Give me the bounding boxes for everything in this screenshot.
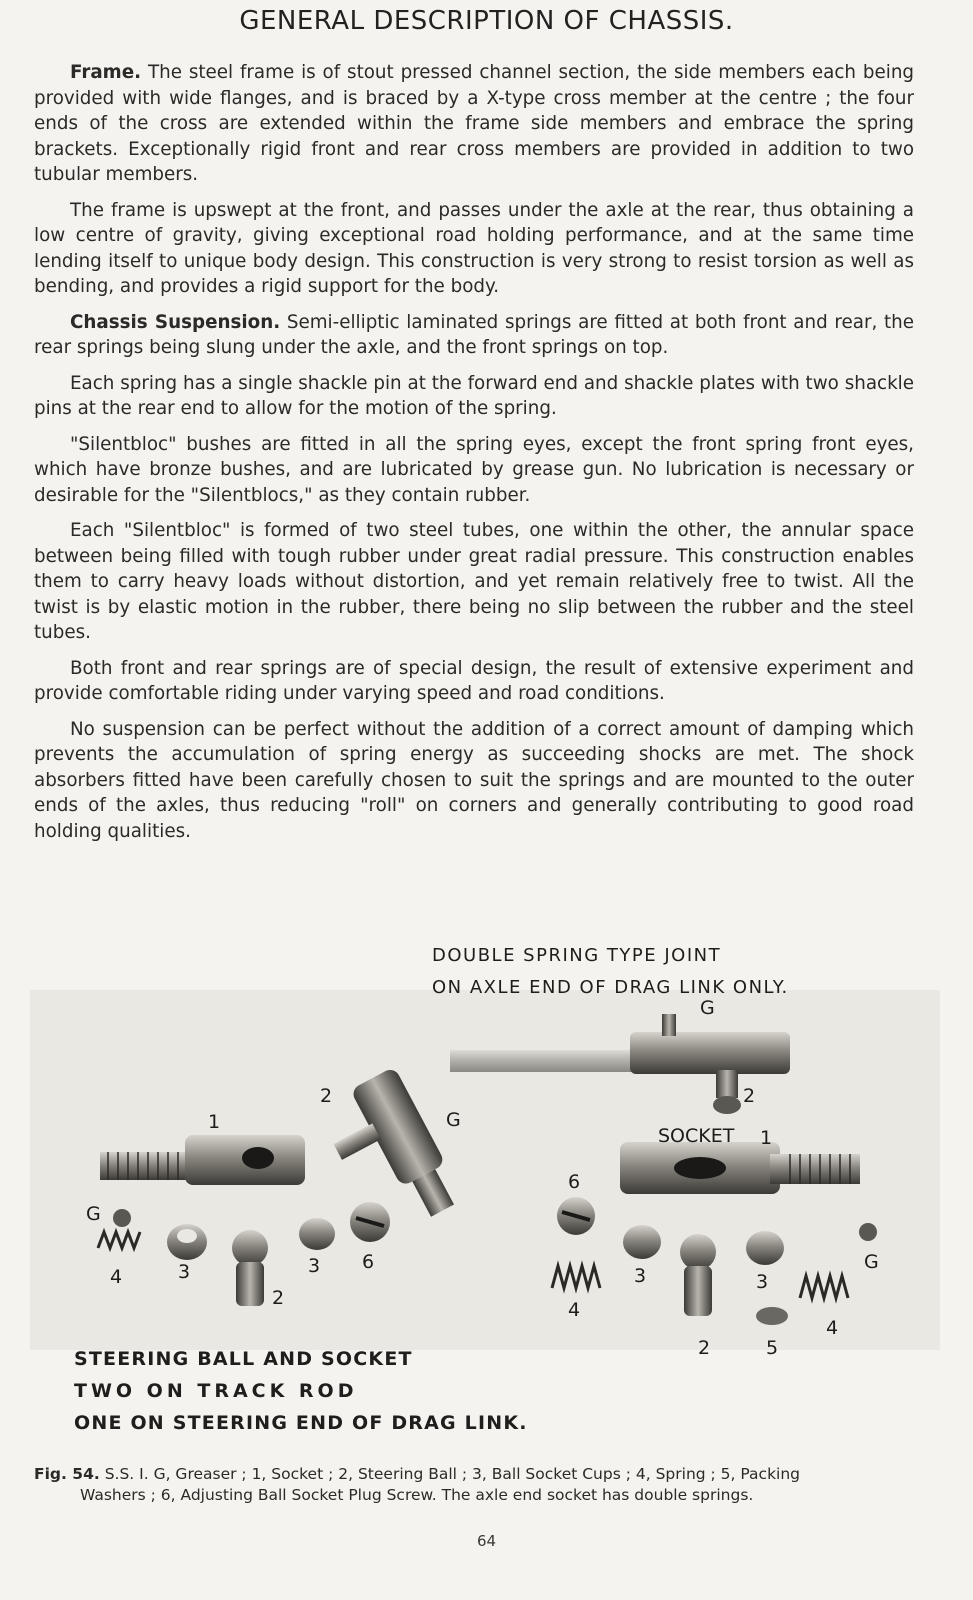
label-4-left: 4 <box>110 1266 123 1288</box>
paragraph-text: The frame is upswept at the front, and passes under the axle at the rear, thus obtaining a low centre of gravity, giving exceptional road holding performance, and at the same time lending itself to unique body design. This construction is very strong to resist torsion as well as bending, and provides a rigid support for the body. <box>34 199 914 297</box>
label-3-right-b: 3 <box>756 1271 769 1293</box>
figure-caption-line <box>34 1464 914 1485</box>
paragraph-lead: Frame. <box>70 62 142 83</box>
plug-screw-right <box>557 1197 595 1235</box>
paragraph <box>34 310 914 361</box>
label-4-right-a: 4 <box>568 1299 581 1321</box>
paragraph-text: No suspension can be perfect without the addition of a correct amount of damping which prevents the accumulation of spring energy as succeeding shocks are met. The shock absorbers fitted have been carefully chosen to suit the springs and are mounted to the outer ends of the axles, thus reducing "roll" on corners and generally contributing to good road holding qualities. <box>34 718 914 842</box>
top-caption-line: DOUBLE SPRING TYPE JOINT <box>432 945 722 966</box>
label-6-left: 6 <box>362 1251 375 1273</box>
label-6-right: 6 <box>568 1171 581 1193</box>
top-caption-line: ON AXLE END OF DRAG LINK ONLY. <box>432 977 789 998</box>
paragraph <box>34 198 914 300</box>
figure-label: Fig. 54. <box>34 1465 100 1483</box>
steering-joint-figure <box>30 930 940 1450</box>
paragraph-text: Both front and rear springs are of special design, the result of extensive experiment and provide comfortable riding under varying speed and road conditions. <box>34 657 914 704</box>
paragraph <box>34 518 914 646</box>
label-3-right-a: 3 <box>634 1265 647 1287</box>
figure-caption-text: S.S. I. G, Greaser ; 1, Socket ; 2, Steering Ball ; 3, Ball Socket Cups ; 4, Spring ; 5, Packing <box>104 1465 801 1483</box>
paragraph <box>34 717 914 845</box>
paragraph <box>34 60 914 188</box>
bottom-caption-line: STEERING BALL AND SOCKET <box>74 1348 413 1370</box>
ball-cup-right-a <box>623 1225 661 1259</box>
label-3-left-b: 3 <box>308 1255 321 1277</box>
paragraph-lead: Chassis Suspension. <box>70 311 281 333</box>
figure-bottom-caption <box>74 1343 528 1439</box>
label-2-right-top: 2 <box>743 1085 756 1107</box>
label-g-right: G <box>864 1251 879 1273</box>
figure-top-caption <box>432 940 789 1004</box>
paragraph-text: Each spring has a single shackle pin at the forward end and shackle plates with two shackle pins at the rear end to allow for the motion of the spring. <box>34 372 914 419</box>
label-1-left: 1 <box>208 1111 221 1133</box>
paragraph-text: Semi-elliptic laminated springs are fitted at both front and rear, the rear springs being slung under the axle, and the front springs on top. <box>34 311 914 358</box>
packing-washer <box>756 1307 788 1325</box>
bottom-caption-line: ONE ON STEERING END OF DRAG LINK. <box>74 1412 528 1434</box>
greaser-left <box>113 1209 131 1227</box>
steering-ball-right-loose <box>680 1234 716 1316</box>
page-number: 64 <box>476 1532 497 1550</box>
label-4-right-b: 4 <box>826 1317 839 1339</box>
paragraph-text: "Silentbloc" bushes are fitted in all the spring eyes, except the front spring front eyes, which have bronze bushes, and are lubricated by grease gun. No lubrication is necessary or desirable for the "Silentblocs," as they contain rubber. <box>34 433 914 506</box>
label-g-left: G <box>86 1203 101 1225</box>
body-text <box>34 60 914 854</box>
plug-screw-left <box>350 1202 390 1242</box>
bottom-caption-line: TWO ON TRACK ROD <box>74 1380 358 1402</box>
greaser-right <box>859 1223 877 1241</box>
label-2-right-loose: 2 <box>698 1337 711 1359</box>
paragraph-text: The steel frame is of stout pressed channel section, the side members each being provided with wide flanges, and is braced by a X-type cross member at the centre ; the four ends of the cross are extended within the frame side members and embrace the spring brackets. Exceptionally rigid front and rear cross members are provided in addition to two tubular members. <box>34 62 915 185</box>
label-2-left-loose: 2 <box>272 1287 285 1309</box>
steering-ball-left-loose <box>232 1230 268 1306</box>
label-1-right: 1 <box>760 1127 773 1149</box>
socket-label: SOCKET <box>658 1125 735 1147</box>
ball-cup-right-b <box>746 1231 784 1265</box>
figure-caption <box>34 1464 914 1506</box>
paragraph <box>34 656 914 707</box>
paragraph-text: Each "Silentbloc" is formed of two steel tubes, one within the other, the annular space between being filled with tough rubber under great radial pressure. This construction enables them to carry heavy loads without distortion, and yet remain relatively free to twist. All the twist is by elastic motion in the rubber, there being no slip between the rubber and the steel tubes. <box>34 520 914 643</box>
label-5: 5 <box>766 1337 779 1359</box>
page-title: GENERAL DESCRIPTION OF CHASSIS. <box>239 6 734 36</box>
ball-cup-left-b <box>299 1218 335 1250</box>
ball-cup-left-a <box>167 1224 207 1260</box>
figure-caption-line: Washers ; 6, Adjusting Ball Socket Plug Screw. The axle end socket has double springs. <box>80 1486 754 1504</box>
label-3-left-a: 3 <box>178 1261 191 1283</box>
label-g-left-top: G <box>446 1109 461 1131</box>
label-2-left-top: 2 <box>320 1085 333 1107</box>
paragraph <box>34 432 914 509</box>
label-g-right-top: G <box>700 997 715 1019</box>
paragraph <box>34 371 914 422</box>
